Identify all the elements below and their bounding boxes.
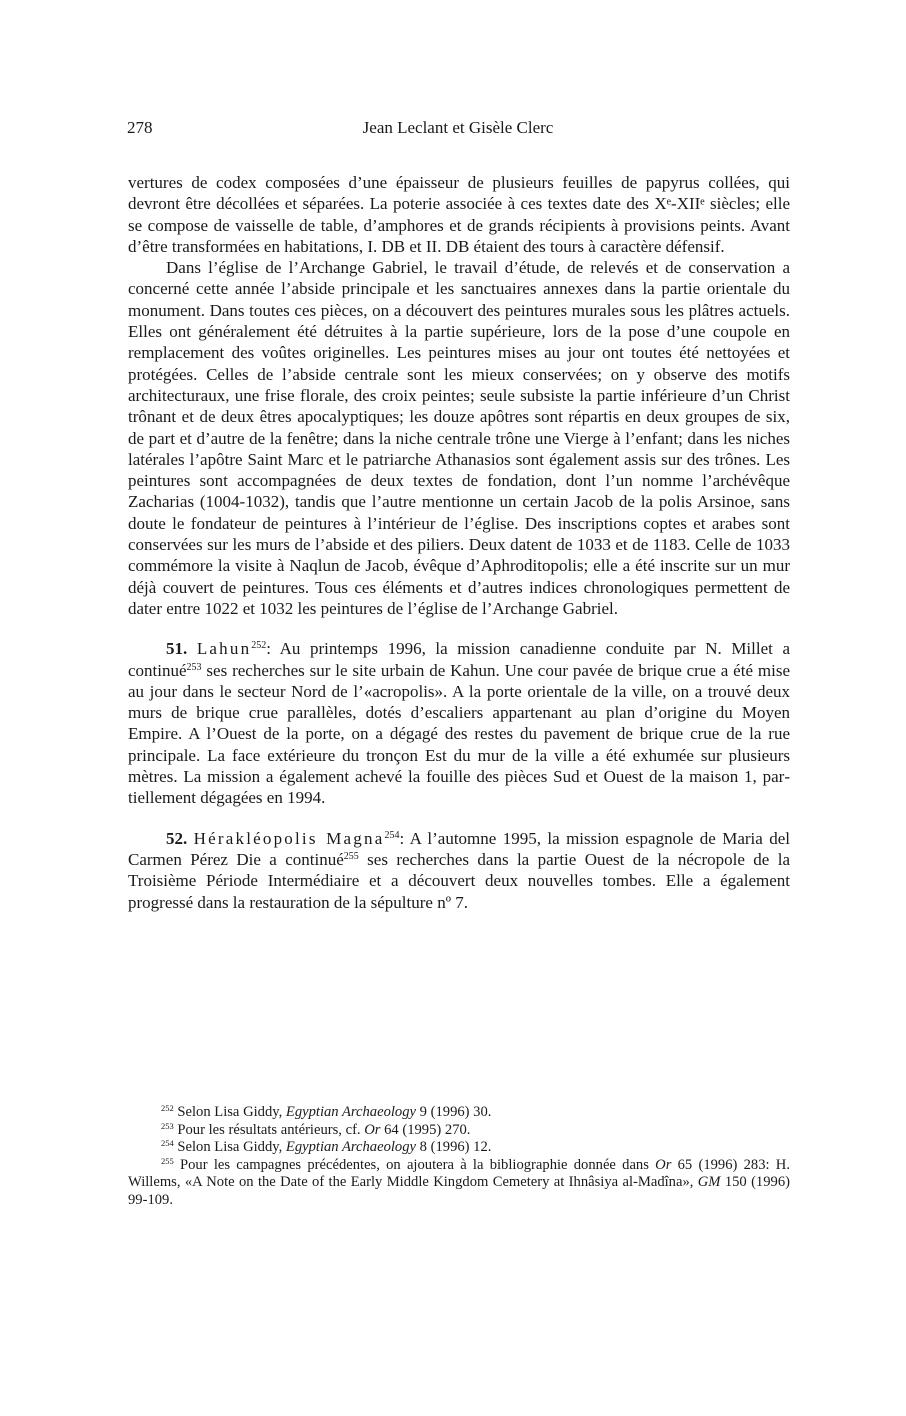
footnote-title: Egyptian Archaeology	[285, 1104, 417, 1120]
paragraph-archange-gabriel: Dans l’église de l’Archange Gabriel, le travail d’étude, de relevés et de conservation a concerné cette année l’abside principale et les sanctuaires annexes dans la partie orientale du monument. Dans toutes ces pièces, on a découvert des peintures murales sous les plâtres actuels. Elles ont généralement été détruites à la partie supérieure, lors de la pose d’une coupole en remplacement des voûtes originelles. Les peintures mises au jour ont toutes été nettoyées et protégées. Celles de l’abside centrale sont les mieux conservées; on y observe des motifs architecturaux, une frise florale, des croix peintes; seule subsiste la partie inférieure d’un Christ trônant et de deux êtres apocalyptiques; les douze apôtres sont répartis en deux groupes de six, de part et d’autre de la fenêtre; dans la niche centrale trône une Vierge à l’enfant; dans les niches latérales l’apôtre Saint Marc et le patriarche Athanasios sont également assis sur des trônes. Les peintures sont accompagnées de deux textes de fondation, dont l’un nomme l’archévêque Zacharias (1004-1032), tandis que l’autre mentionne un certain Jacob de la polis Arsinoe, sans doute le fondateur de peintures à l’intérieur de l’église. Des inscriptions coptes et arabes sont conservées sur les murs de l’abside et des piliers. Deux datent de 1033 et de 1183. Celle de 1033 commémore la visite à Naqlun de Jacob, évêque d’Aphroditopolis; elle a été inscrite sur un mur déjà couvert de peintures. Tous ces éléments et d’autres indices chronologiques permettent de dater entre 1022 et 1032 les peintures de l’église de l’Archange Gabriel.	[128, 258, 790, 618]
footnote-title: GM	[697, 1174, 721, 1191]
footnote-title: Or	[655, 1156, 672, 1173]
footnote	[128, 1139, 790, 1157]
section-number: 52.	[166, 828, 188, 848]
footnote-number: 252	[161, 1103, 174, 1113]
footnote-ref: 255	[343, 850, 359, 862]
footnote-ref: 253	[186, 661, 202, 673]
section-text: ses recherches dans la partie Ouest de la nécropole de la Troisième Période Intermédiaire et a découvert deux nouvelles tombes. Elle a également progressé dans la restauration de la sépulture nº 7.	[128, 849, 790, 912]
footnote	[128, 1157, 790, 1210]
page-number: 278	[127, 118, 153, 137]
footnote-text: Pour les résultats antérieurs, cf.	[173, 1121, 365, 1138]
running-title: Jean Leclant et Gisèle Clerc	[362, 118, 554, 137]
footnote-text: 150 (1996) 99-109.	[128, 1174, 790, 1208]
footnote-number: 254	[161, 1138, 174, 1149]
body-text	[128, 172, 790, 913]
footnote-text: 64 (1995) 270.	[380, 1121, 471, 1138]
footnote-text: Selon Lisa Giddy,	[173, 1104, 286, 1120]
footnote-title: Egyptian Archaeology	[285, 1139, 417, 1156]
footnote-ref: 254	[384, 829, 400, 841]
footnote	[128, 1104, 790, 1122]
footnotes	[128, 1104, 790, 1210]
footnote-text: 65 (1996) 283: H. Willems, «A Note on the Date of the Early Middle Kingdom Cemetery at Ihnâsiya al-Madîna»,	[128, 1156, 790, 1191]
footnote-text: 8 (1996) 12.	[416, 1139, 492, 1156]
paragraph-continuation: vertures de codex composées d’une épaisseur de plusieurs feuilles de papyrus collées, qui devront être décollées et séparées. La poterie associée à ces textes date des Xᵉ-XIIᵉ siècles; elle se compose de vaisselle de table, d’amphores et de grands récipients à provisions peints. Avant d’être transformées en habitations, I. DB et II. DB étaient des tours à caractère défensif.	[128, 173, 790, 256]
section-text: : Au printemps 1996, la mission canadienne conduite par N. Millet a continué	[128, 639, 791, 680]
section-text: ses recherches sur le site urbain de Kahun. Une cour pavée de brique crue a été mise au jour dans le secteur Nord de l’«acropolis». A la porte orientale de la ville, on a trouvé deux murs de brique crue parallèles, dotés d’escaliers appartenant au plan d’origine du Moyen Empire. A l’Ouest de la porte, on a dégagé des restes du pavement de brique crue de la rue principale. La face extérieure du tronçon Est du mur de la ville a été exhumée sur plusieurs mètres. La mission a également achevé la fouille des pièces Sud et Ouest de la maison 1, partiellement dégagées en 1994.	[128, 660, 790, 808]
footnote-text: 9 (1996) 30.	[416, 1104, 492, 1120]
section-text: : A l’automne 1995, la mission espagnole de Maria del Carmen Pérez Die a continué	[128, 828, 790, 869]
footnote-text: Selon Lisa Giddy,	[173, 1139, 286, 1156]
page-header	[127, 118, 789, 140]
section-51-lahun	[128, 638, 790, 808]
section-number: 51.	[166, 639, 188, 659]
footnote-number: 255	[161, 1155, 174, 1166]
section-52-herakleopolis	[128, 828, 790, 913]
section-place-name: Lahun	[196, 639, 252, 659]
footnote-text: Pour les campagnes précédentes, on ajoutera à la bibliographie donnée dans	[173, 1156, 656, 1173]
footnote-number: 253	[161, 1120, 174, 1131]
footnote	[128, 1122, 790, 1140]
section-place-name: Hérakléopolis Magna	[193, 828, 385, 848]
footnote-ref: 252	[251, 640, 267, 652]
footnote-title: Or	[364, 1121, 381, 1138]
